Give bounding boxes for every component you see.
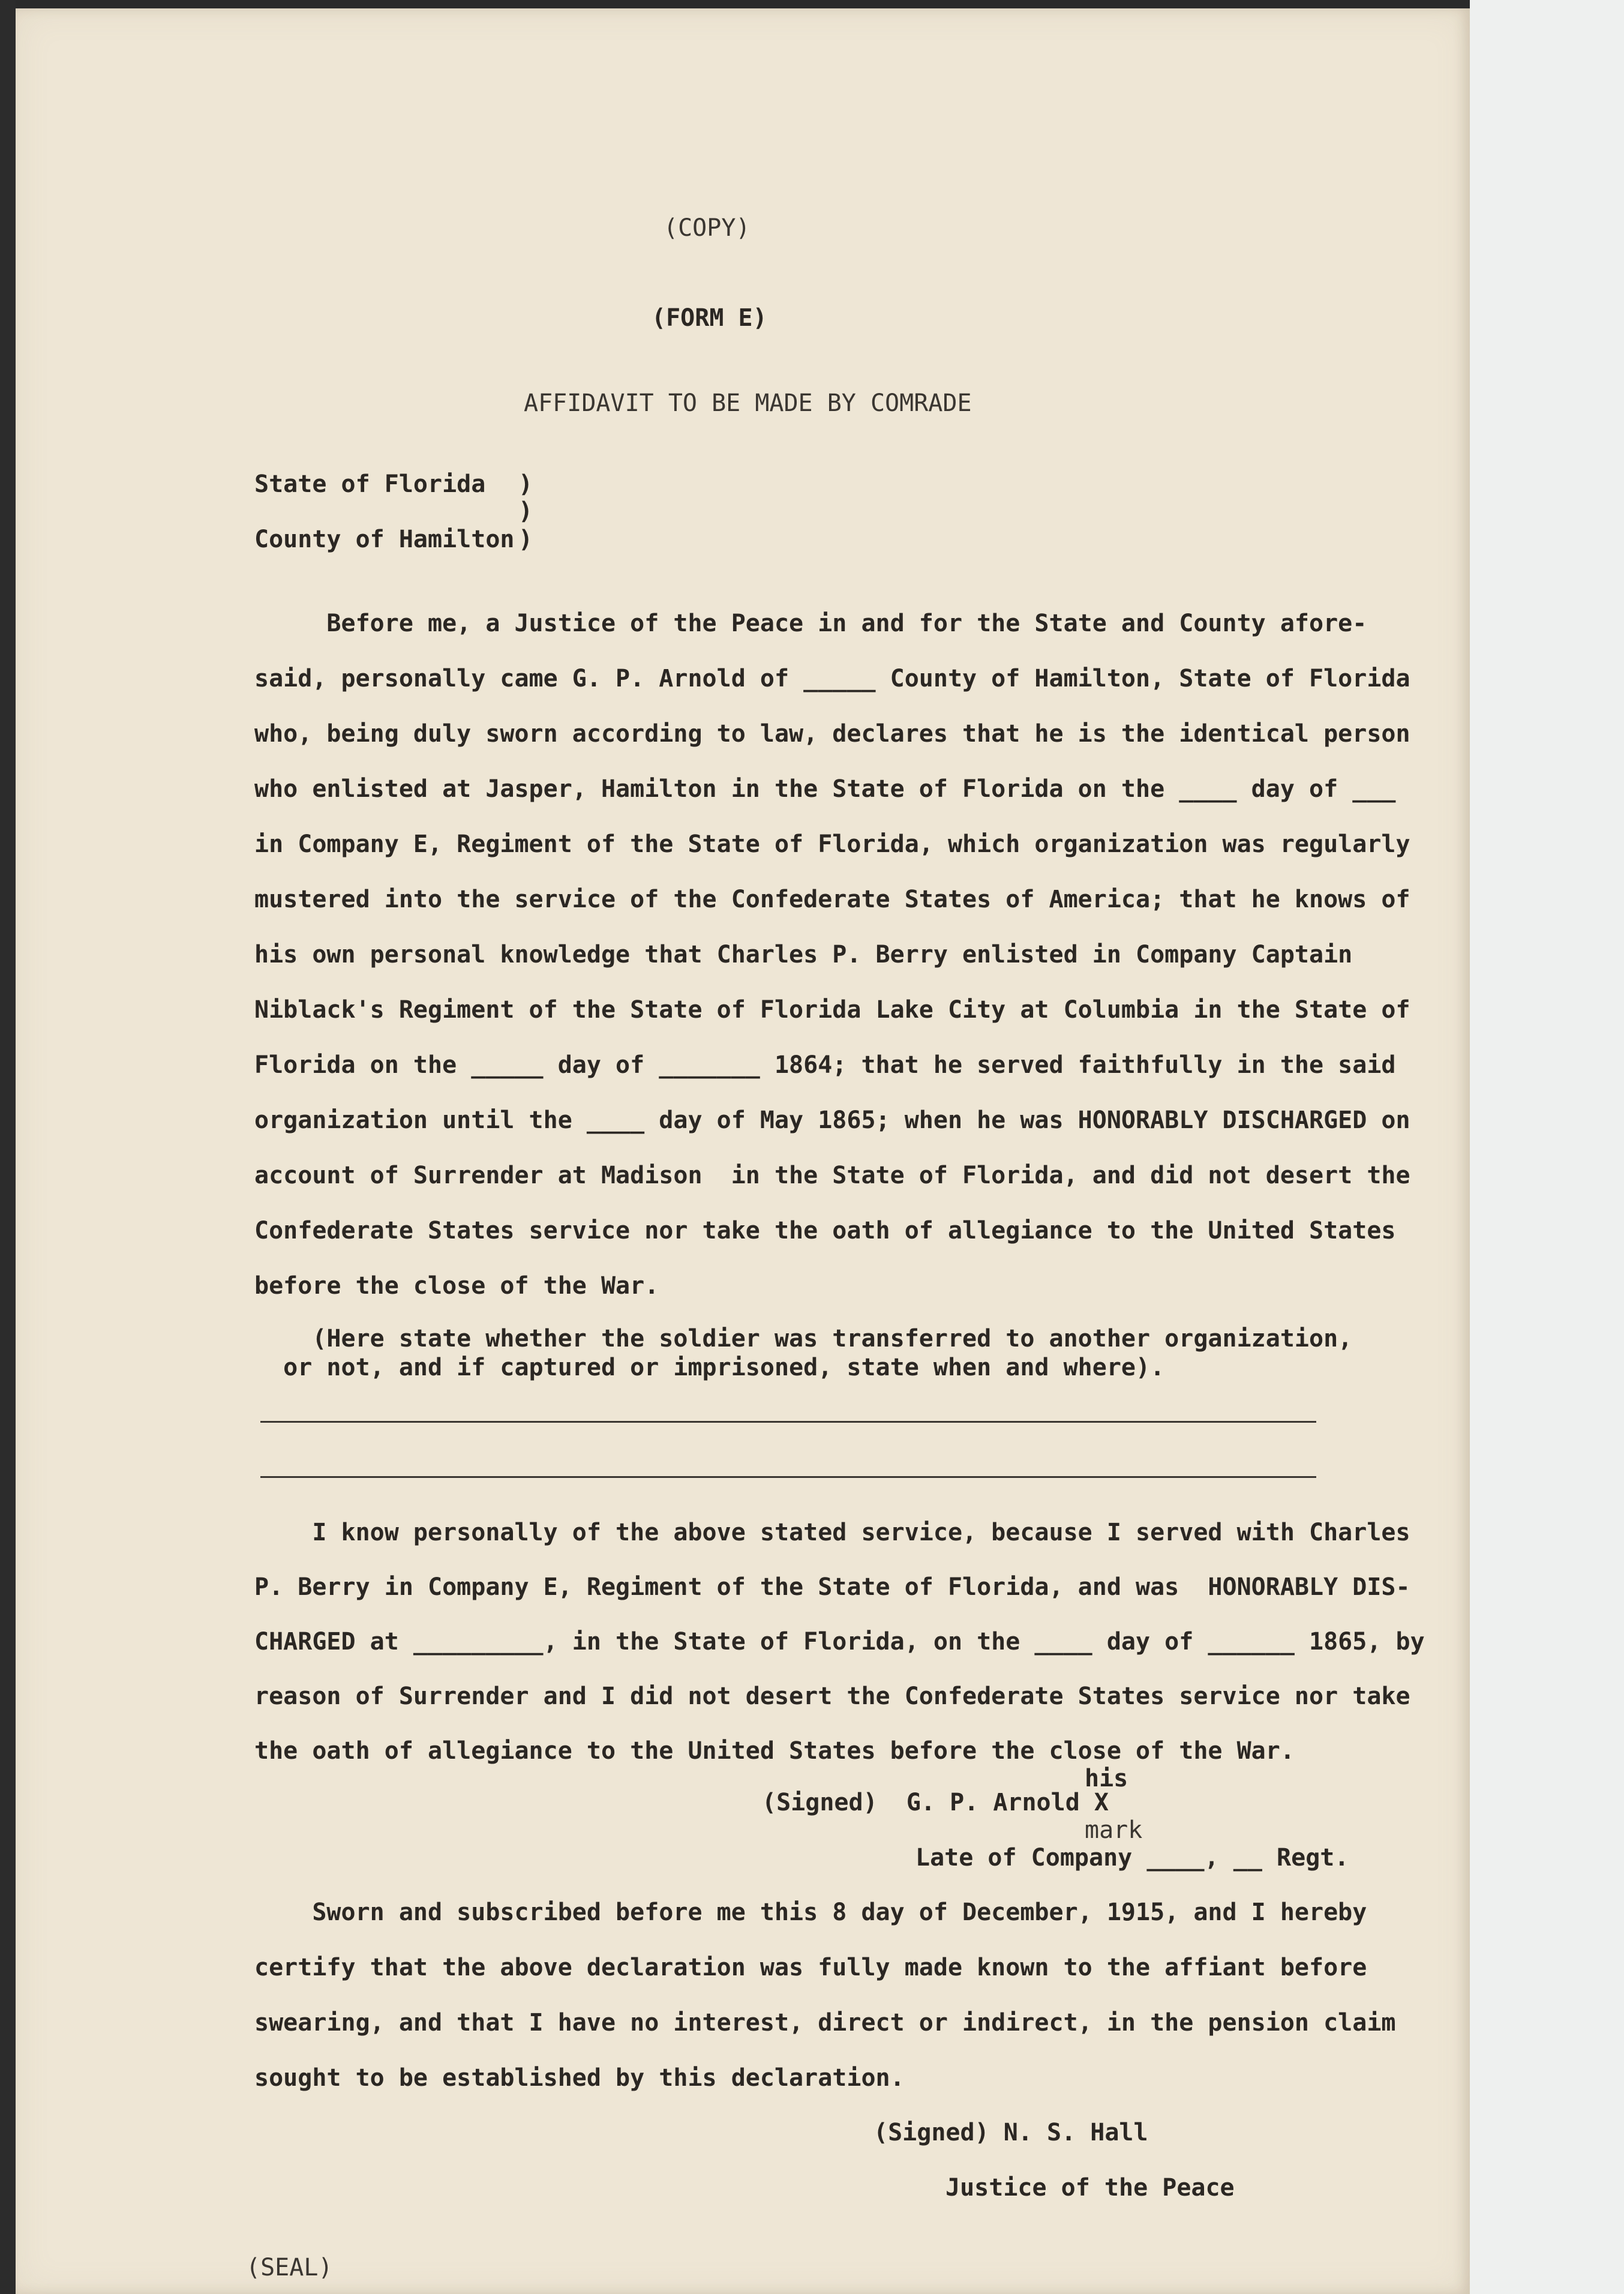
body-line: Before me, a Justice of the Peace in and for the State and County afore-	[254, 610, 1367, 637]
body-line: organization until the ____ day of May 1865; when he was HONORABLY DISCHARGED on	[254, 1106, 1410, 1134]
body-line: his own personal knowledge that Charles P. Berry enlisted in Company Captain	[254, 941, 1353, 968]
statement-line: CHARGED at _________, in the State of Florida, on the ____ day of ______ 1865, by	[254, 1628, 1425, 1656]
body-line: Niblack's Regiment of the State of Florida Lake City at Columbia in the State of	[254, 996, 1410, 1024]
signature-signed-line: (Signed) G. P. Arnold X	[762, 1789, 1109, 1816]
signature-mark: mark	[1085, 1816, 1143, 1844]
form-label: (FORM E)	[652, 304, 767, 332]
statement-line: reason of Surrender and I did not desert the Confederate States service nor take	[254, 1683, 1410, 1710]
jurat-line: certify that the above declaration was fully made known to the affiant before	[254, 1954, 1367, 1981]
document-page	[16, 8, 1470, 2294]
body-line: who, being duly sworn according to law, declares that he is the identical person	[254, 720, 1410, 748]
venue-state: State of Florida	[254, 470, 486, 498]
scan-border-left	[0, 0, 16, 2294]
jurat-line: swearing, and that I have no interest, direct or indirect, in the pension claim	[254, 2009, 1396, 2037]
document-title: AFFIDAVIT TO BE MADE BY COMRADE	[524, 389, 972, 417]
instruction-line: or not, and if captured or imprisoned, state when and where).	[254, 1354, 1165, 1381]
body-line: Florida on the _____ day of _______ 1864; that he served faithfully in the said	[254, 1051, 1396, 1079]
blank-line	[260, 1476, 1316, 1478]
jurat-line: sought to be established by this declaration.	[254, 2064, 905, 2092]
statement-line: P. Berry in Company E, Regiment of the State of Florida, and was HONORABLY DIS-	[254, 1573, 1410, 1601]
signature-his: his	[1085, 1765, 1128, 1792]
scan-border-top	[0, 0, 1624, 8]
justice-signed: (Signed) N. S. Hall	[873, 2119, 1148, 2146]
body-line: account of Surrender at Madison in the State of Florida, and did not desert the	[254, 1162, 1410, 1189]
venue-brace-bottom: )	[518, 526, 533, 553]
body-line: who enlisted at Jasper, Hamilton in the State of Florida on the ____ day of ___	[254, 775, 1396, 803]
scan-background	[1470, 0, 1624, 2294]
blank-line	[260, 1421, 1316, 1423]
seal-label: (SEAL)	[246, 2254, 333, 2281]
instruction-line: (Here state whether the soldier was transferred to another organization,	[254, 1325, 1353, 1353]
justice-title: Justice of the Peace	[945, 2174, 1235, 2202]
venue-county: County of Hamilton	[254, 526, 515, 553]
body-line: in Company E, Regiment of the State of Florida, which organization was regularly	[254, 830, 1410, 858]
jurat-line: Sworn and subscribed before me this 8 day of December, 1915, and I hereby	[254, 1899, 1367, 1926]
venue-brace-top: )	[518, 470, 533, 498]
statement-line: the oath of allegiance to the United States before the close of the War.	[254, 1737, 1295, 1765]
body-line: before the close of the War.	[254, 1272, 659, 1300]
venue-brace-mid: )	[518, 497, 533, 525]
body-line: said, personally came G. P. Arnold of _____ County of Hamilton, State of Florida	[254, 665, 1410, 692]
copy-label: (COPY)	[664, 214, 751, 242]
signature-late-of: Late of Company ____, __ Regt.	[915, 1844, 1349, 1872]
body-line: Confederate States service nor take the oath of allegiance to the United States	[254, 1217, 1396, 1245]
body-line: mustered into the service of the Confederate States of America; that he knows of	[254, 886, 1410, 913]
statement-line: I know personally of the above stated service, because I served with Charles	[254, 1519, 1410, 1546]
